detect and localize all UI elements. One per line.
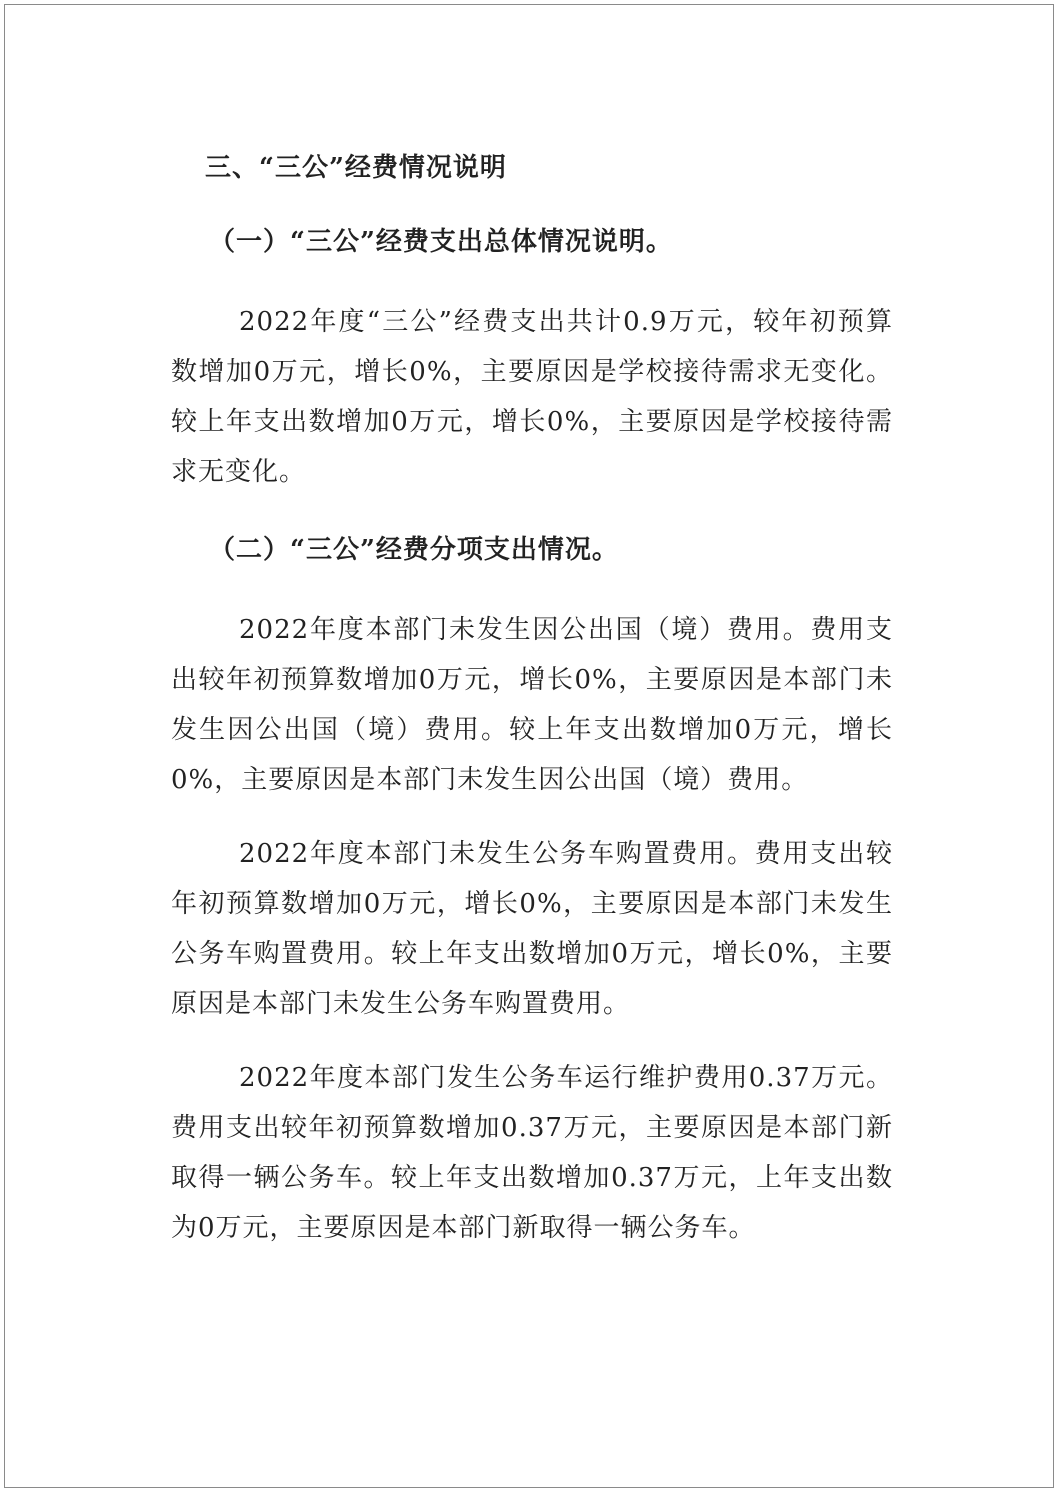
spacer <box>171 497 893 527</box>
paragraph-overall-summary: 2022年度“三公”经费支出共计0.9万元，较年初预算数增加0万元，增长0%，主要原因是学校接待需求无变化。较上年支出数增加0万元，增长0%，主要原因是学校接待需求无变化。 <box>171 307 893 487</box>
subsection-heading-1: （一）“三公”经费支出总体情况说明。 <box>209 227 673 257</box>
spacer <box>171 805 893 829</box>
paragraph-vehicle-purchase: 2022年度本部门未发生公务车购置费用。费用支出较年初预算数增加0万元，增长0%，主要原因是本部门未发生公务车购置费用。较上年支出数增加0万元，增长0%，主要原因是本部门未发生公务车购置费用。 <box>171 839 893 1019</box>
spacer <box>171 191 893 219</box>
spacer <box>171 1029 893 1053</box>
document-page <box>4 4 1054 1488</box>
paragraph-vehicle-operation: 2022年度本部门发生公务车运行维护费用0.37万元。费用支出较年初预算数增加0.37万元，主要原因是本部门新取得一辆公务车。较上年支出数增加0.37万元，上年支出数为0万元，主要原因是本部门新取得一辆公务车。 <box>171 1063 893 1243</box>
subsection-heading-2: （二）“三公”经费分项支出情况。 <box>209 535 619 565</box>
paragraph-overseas-travel: 2022年度本部门未发生因公出国（境）费用。费用支出较年初预算数增加0万元，增长0%，主要原因是本部门未发生因公出国（境）费用。较上年支出数增加0万元，增长0%，主要原因是本部门未发生因公出国（境）费用。 <box>171 615 893 795</box>
spacer <box>171 573 893 605</box>
document-body <box>171 145 893 1253</box>
section-title: 三、“三公”经费情况说明 <box>205 153 507 183</box>
spacer <box>171 265 893 297</box>
